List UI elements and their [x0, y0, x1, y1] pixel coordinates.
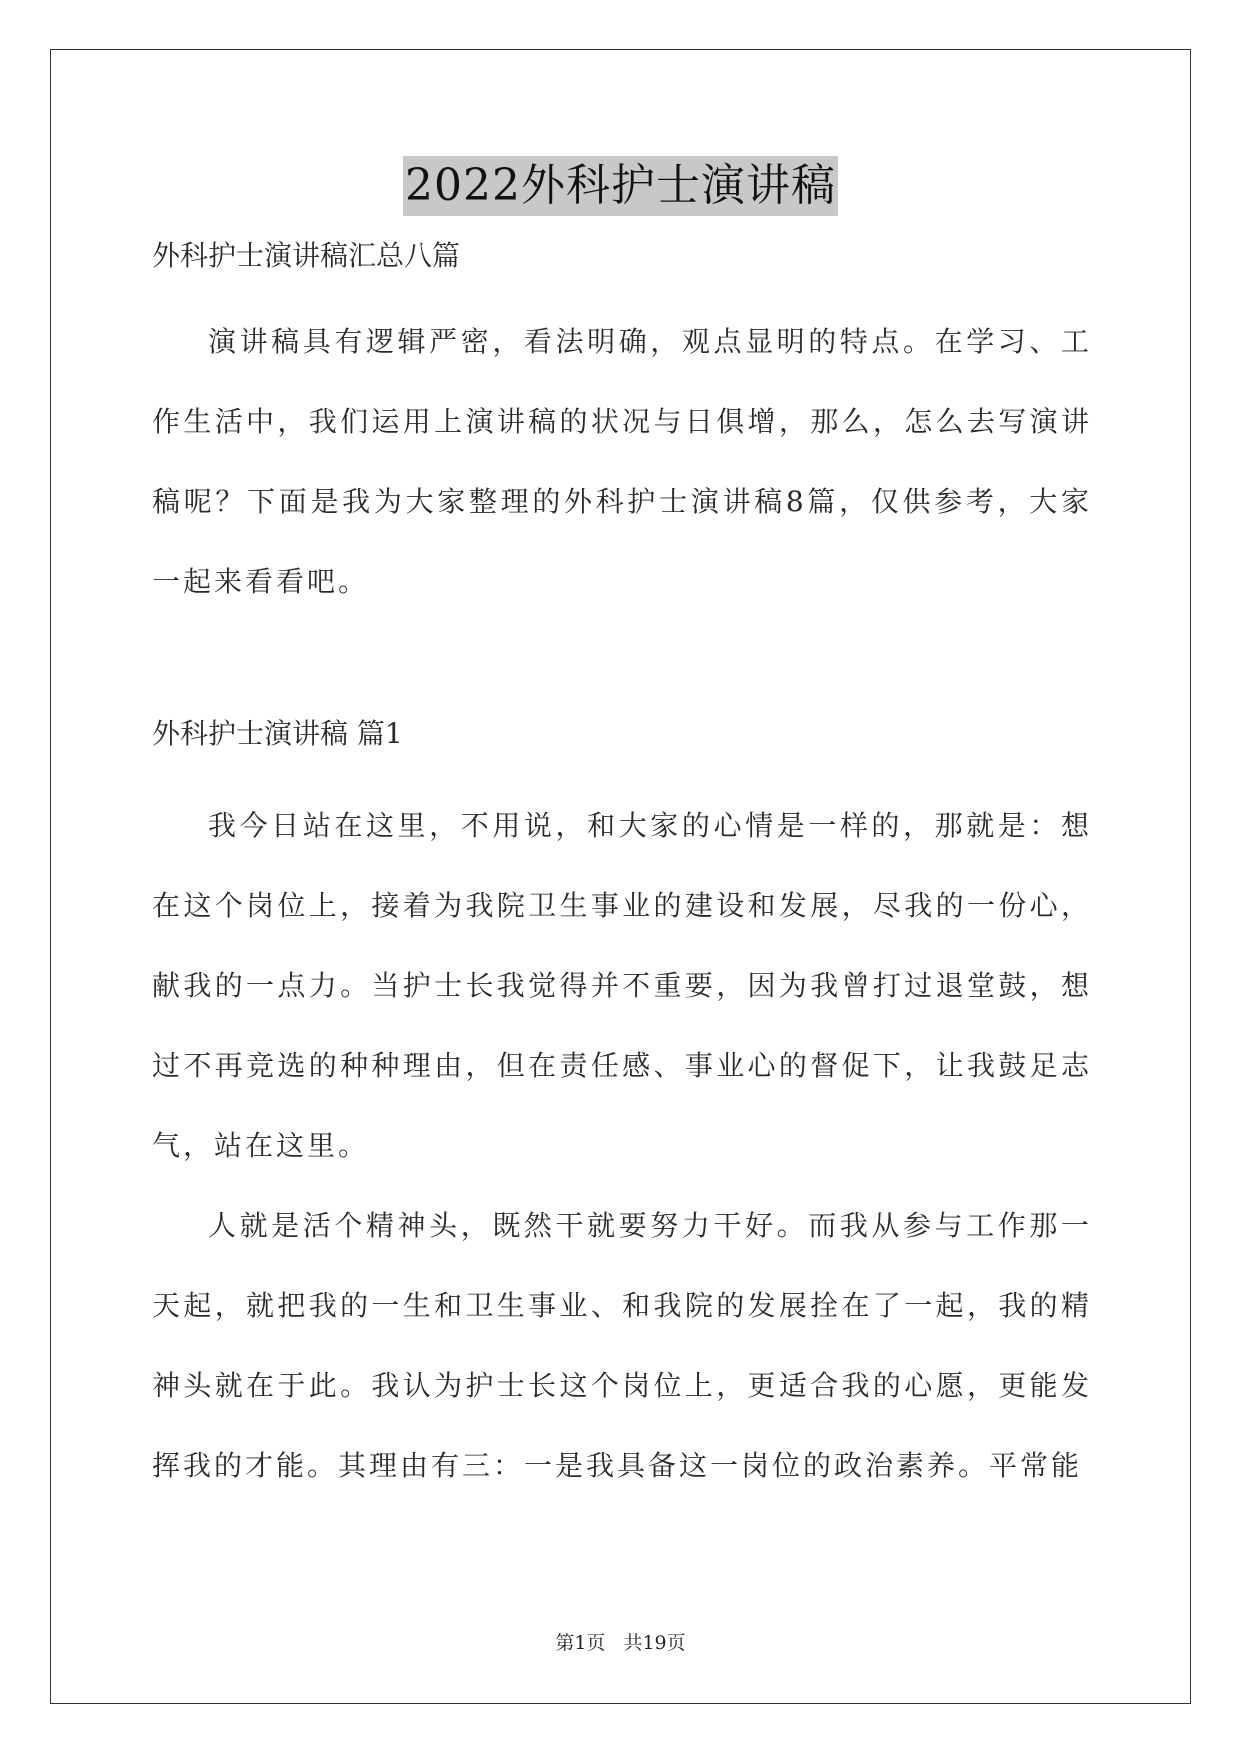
summary-heading: 外科护士演讲稿汇总八篇 — [152, 239, 461, 272]
document-body — [152, 236, 1092, 1506]
intro-paragraph: 演讲稿具有逻辑严密，看法明确，观点显明的特点。在学习、工作生活中，我们运用上演讲稿的状况与日俱增，那么，怎么去写演讲稿呢？下面是我为大家整理的外科护士演讲稿8篇，仅供参考，大家一起来看看吧。 — [152, 325, 1092, 598]
body-paragraph: 我今日站在这里，不用说，和大家的心情是一样的，那就是：想在这个岗位上，接着为我院卫生事业的建设和发展，尽我的一份心，献我的一点力。当护士长我觉得并不重要，因为我曾打过退堂鼓，想过不再竞选的种种理由，但在责任感、事业心的督促下，让我鼓足志气，站在这里。 — [152, 809, 1092, 1162]
section-heading: 外科护士演讲稿 篇1 — [152, 717, 403, 750]
page-number: 第1页 — [555, 1632, 606, 1654]
body-paragraph: 人就是活个精神头，既然干就要努力干好。而我从参与工作那一天起，就把我的一生和卫生事业、和我院的发展拴在了一起，我的精神头就在于此。我认为护士长这个岗位上，更适合我的心愿，更能发挥我的才能。其理由有三：一是我具备这一岗位的政治素养。平常能 — [152, 1209, 1092, 1482]
page-footer — [0, 1628, 1241, 1655]
page-total: 共19页 — [623, 1632, 686, 1654]
document-title: 2022外科护士演讲稿 — [403, 156, 838, 216]
title-container — [0, 156, 1241, 216]
